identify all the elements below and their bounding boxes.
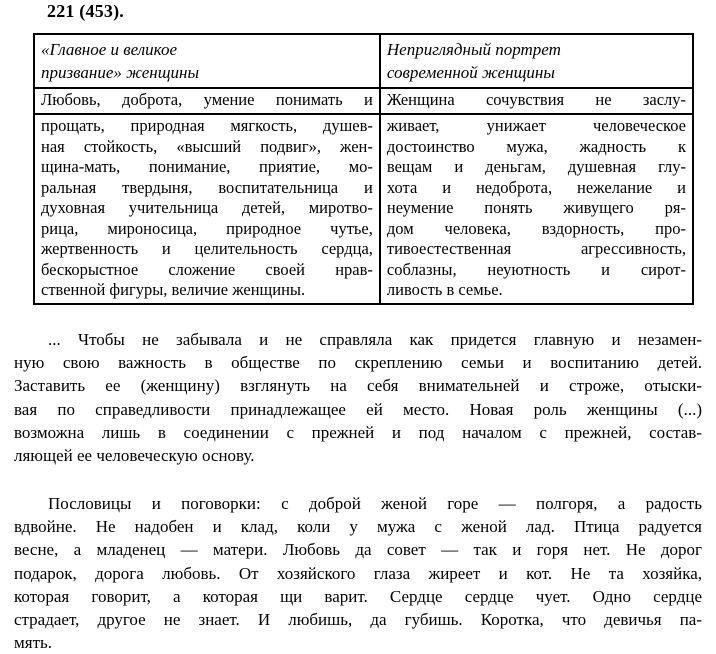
table-body-right-line: ливость в семье. (386, 280, 503, 299)
table-header-right-line-1: Неприглядный портрет (386, 40, 561, 59)
table-row (35, 89, 692, 113)
paragraph-line: Пословицы и поговорки: с доброй женой горе — полгоря, а радость (48, 494, 702, 513)
body-paragraph-2 (14, 492, 702, 654)
paragraph-line: вая по справедливости принадлежащее ей место. Новая роль женщины (...) (14, 399, 702, 419)
paragraph-line: которая говорит, а которая щи варит. Сердце сердце чует. Одно сердце (14, 586, 702, 606)
paragraph-line: ... Чтобы не забывала и не справляла как придется главную и незамен- (48, 330, 702, 349)
table-body-left-line: жертвенность и целительность сердца, (41, 239, 373, 258)
table-header-right-line-2: современной женщины (386, 63, 555, 82)
table-header-left-line-2: призвание» женщины (41, 63, 199, 82)
table-body-right-line: хота и недоброта, нежелание и (386, 177, 686, 197)
paragraph-line: страдает, другое не знает. И любишь, да губишь. Коротка, что девичья па- (14, 610, 702, 630)
paragraph (14, 328, 702, 467)
table-header-left-line-1: «Главное и великое (41, 40, 178, 59)
table-body-left-line: ственной фигуры, величие женщины. (41, 280, 306, 299)
table-body-left-line: щина-мать, понимание, приятие, мо- (41, 157, 373, 176)
table-header-cell-right (381, 35, 692, 87)
table-body-right-line: тивоестественная агрессивность, (386, 239, 686, 258)
table-body-left-line: духовная учительница детей, миротво- (41, 198, 373, 217)
table-body-left-line: прощать, природная мягкость, душев- (41, 116, 373, 135)
comparison-table-top-block (33, 33, 694, 115)
paragraph-line: вдвойне. Не надобен и клад, коли у мужа с женой лад. Птица радуется (14, 517, 702, 537)
table-cell-left (35, 115, 381, 303)
table-cell-left (35, 89, 381, 113)
paragraph-line: мять. (14, 633, 53, 653)
paragraph-line: ляющей ее человеческую основу. (14, 446, 255, 466)
table-cell-right (381, 89, 692, 113)
table-body-right-line: соблазны, неуютность и сирот- (386, 259, 686, 279)
table-header-cell-left (35, 35, 381, 87)
comparison-table-bottom-block (33, 113, 694, 305)
table-body-right-line: дом человека, вздорность, про- (386, 218, 686, 238)
body-paragraph-1 (14, 328, 702, 474)
table-cell-right (381, 115, 692, 303)
paragraph (14, 492, 702, 654)
table-body-right-line: Женщина сочувствия не заслу- (386, 90, 686, 109)
exercise-number-heading: 221 (453). (47, 1, 124, 21)
table-body-left-line: рица, мироносица, природное чутье, (41, 218, 373, 238)
table-body-right-line: живает, унижает человеческое (386, 116, 686, 135)
paragraph-line: ную свою важность в обществе по скреплению семьи и воспитанию детей. (14, 353, 702, 373)
table-header-row (35, 35, 692, 89)
table-body-left-line: ральная твердыня, воспитательница и (41, 177, 373, 197)
table-body-left-line: ная стойкость, «высший подвиг», жен- (41, 136, 373, 156)
table-body-right-line: достоинство мужа, жадность к (386, 136, 686, 156)
table-body-right-line: вещам и деньгам, душевная глу- (386, 157, 686, 176)
table-body-right-line: неумение понять живущего ря- (386, 198, 686, 217)
table-row (35, 115, 692, 303)
paragraph-line: подарок, дорога любовь. От хозяйского глаза жиреет и кот. Не та хозяйка, (14, 563, 702, 583)
table-body-left-line: Любовь, доброта, умение понимать и (41, 90, 373, 109)
paragraph-line: весне, а младенец — матери. Любовь да совет — так и горя нет. Не дорог (14, 540, 702, 560)
paragraph-line: Заставить ее (женщину) взглянуть на себя внимательней и строже, отыски- (14, 376, 702, 396)
paragraph-line: возможна лишь в соединении с прежней и под началом с прежней, состав- (14, 422, 702, 442)
table-body-left-line: бескорыстное сложение своей нрав- (41, 259, 373, 279)
